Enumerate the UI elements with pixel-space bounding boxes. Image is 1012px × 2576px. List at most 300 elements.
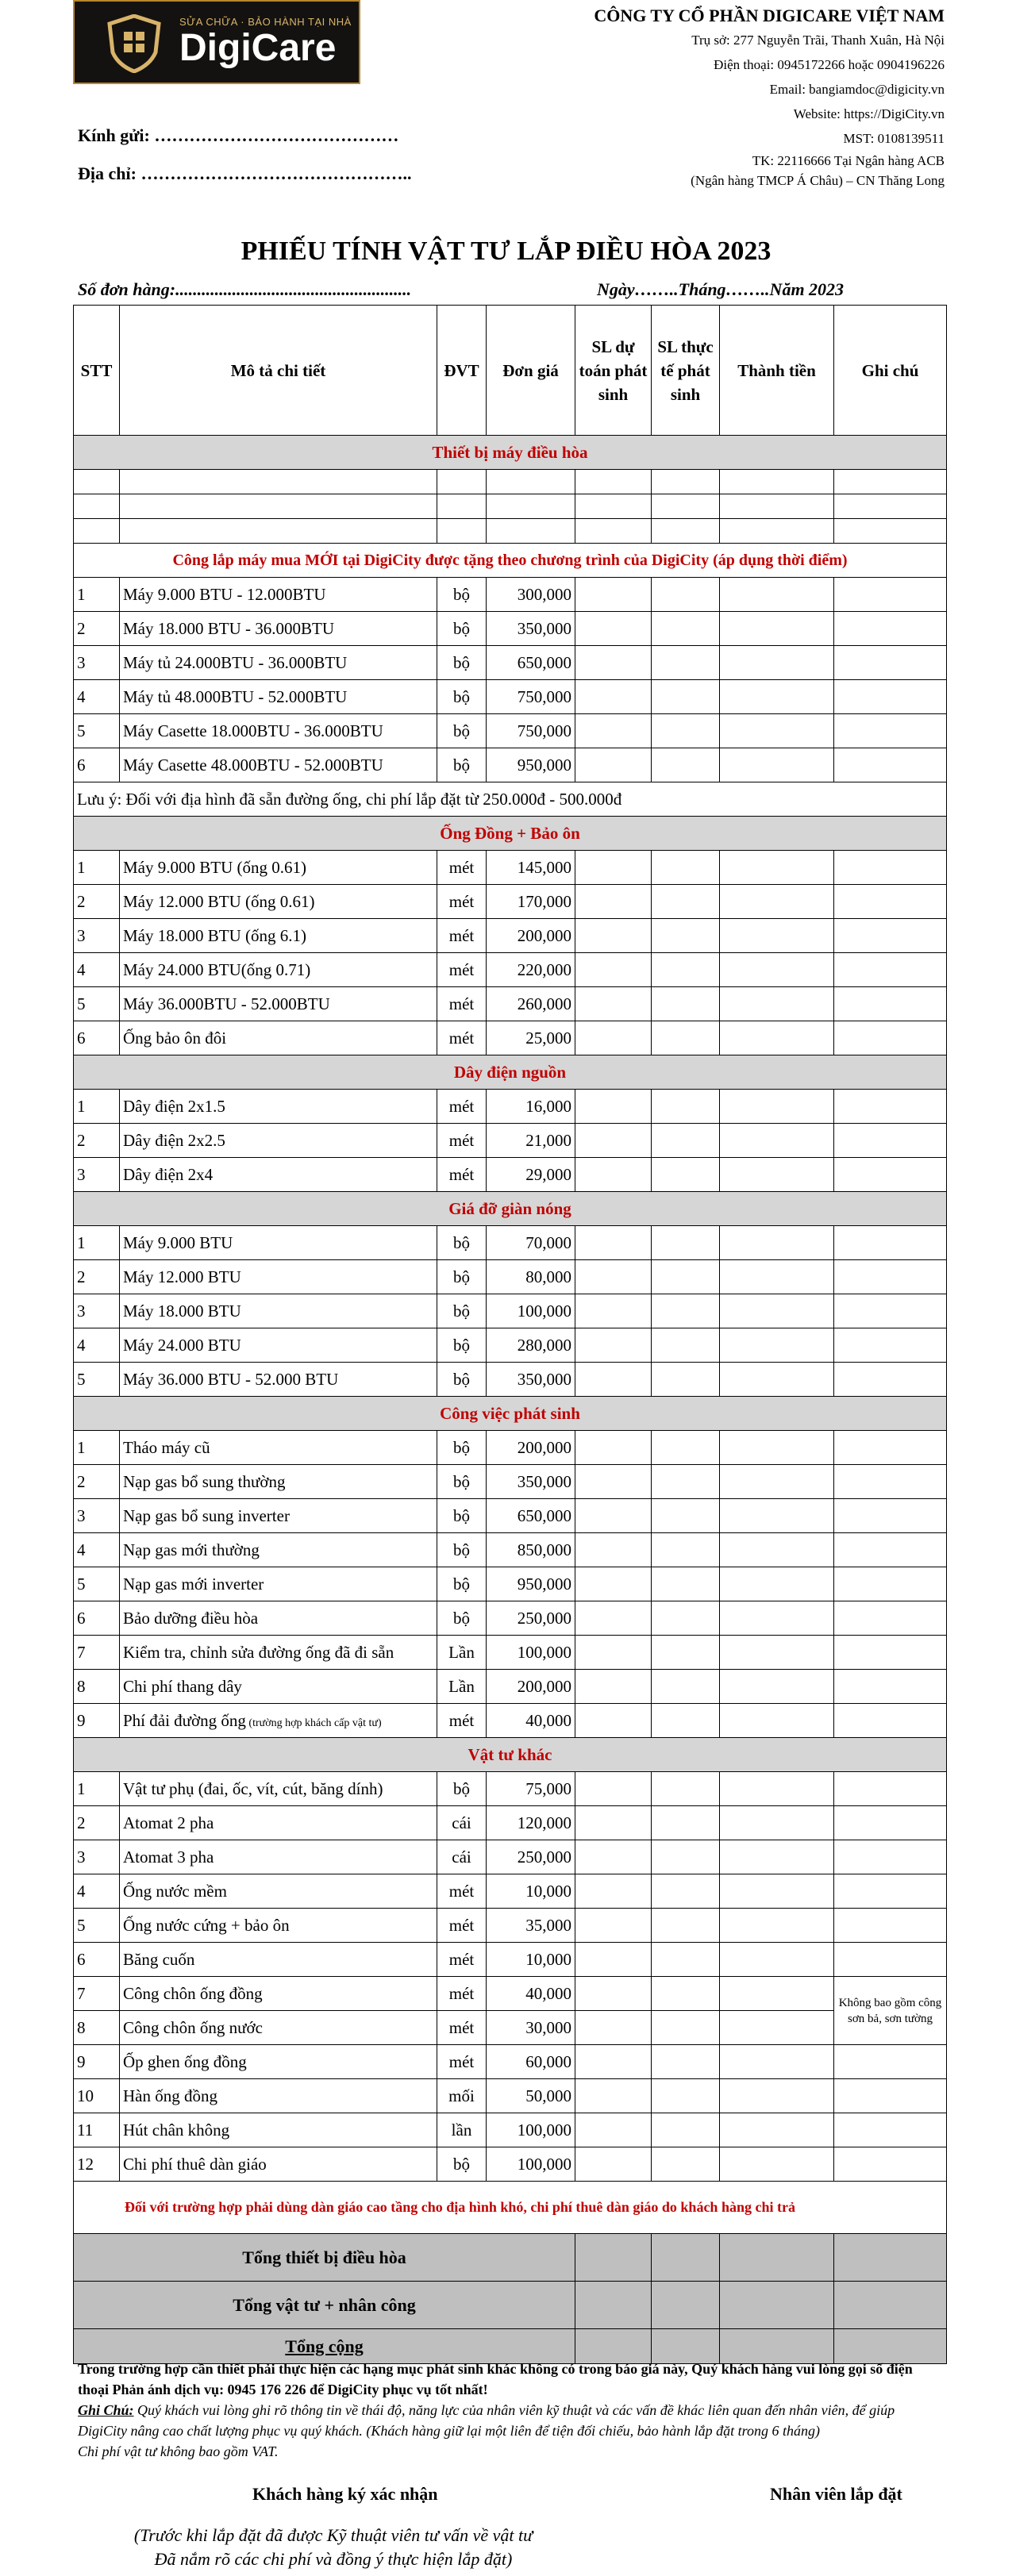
row-empty-cell	[834, 1806, 947, 1840]
row-empty-cell	[720, 1328, 834, 1363]
row-empty-cell	[834, 1943, 947, 1977]
row-empty-cell	[720, 2147, 834, 2182]
row-unit-price: 200,000	[487, 1670, 575, 1704]
header-unit: ĐVT	[437, 306, 487, 436]
row-description: Máy 18.000 BTU	[120, 1294, 437, 1328]
total-label: Tổng vật tư + nhân công	[74, 2282, 575, 2329]
row-empty-cell	[834, 1158, 947, 1192]
row-empty-cell	[575, 1601, 652, 1636]
company-email: Email: bangiamdoc@digicity.vn	[769, 82, 945, 97]
row-empty-cell	[575, 578, 652, 612]
row-stt: 2	[74, 1465, 120, 1499]
row-empty-cell	[720, 1977, 834, 2011]
row-empty-cell	[575, 1704, 652, 1738]
row-empty-cell	[652, 2147, 720, 2182]
total-empty-cell	[652, 2234, 720, 2282]
section-header	[74, 1738, 947, 1772]
row-stt: 1	[74, 1090, 120, 1124]
row-empty-cell	[834, 1294, 947, 1328]
row-stt: 3	[74, 919, 120, 953]
row-unit-price: 170,000	[487, 885, 575, 919]
row-unit: mét	[437, 919, 487, 953]
row-unit: mét	[437, 2011, 487, 2045]
row-empty-cell	[652, 1328, 720, 1363]
total-empty-cell	[720, 2282, 834, 2329]
row-empty-cell	[652, 1465, 720, 1499]
table-row	[74, 1874, 947, 1909]
row-empty-cell	[652, 1567, 720, 1601]
section-note: Lưu ý: Đối với địa hình đã sẵn đường ống, chi phí lắp đặt từ 250.000đ - 500.000đ	[74, 782, 947, 817]
row-unit: mét	[437, 885, 487, 919]
table-row	[74, 2011, 947, 2045]
blank-cell	[437, 519, 487, 544]
row-unit-price: 750,000	[487, 680, 575, 714]
row-stt: 1	[74, 851, 120, 885]
row-unit-price: 30,000	[487, 2011, 575, 2045]
row-stt: 2	[74, 1806, 120, 1840]
company-info	[594, 3, 945, 190]
date-field: Ngày……..Tháng……..Năm 2023	[597, 279, 845, 299]
row-empty-cell	[652, 1090, 720, 1124]
row-empty-cell	[834, 680, 947, 714]
row-description: Máy 24.000 BTU(ống 0.71)	[120, 953, 437, 987]
row-unit: Lần	[437, 1670, 487, 1704]
section-note-row	[74, 2182, 947, 2234]
row-unit: cái	[437, 1806, 487, 1840]
row-unit: bộ	[437, 2147, 487, 2182]
row-unit: mét	[437, 1704, 487, 1738]
row-description: Hàn ống đồng	[120, 2079, 437, 2113]
row-empty-cell	[834, 748, 947, 782]
table-row	[74, 578, 947, 612]
row-empty-cell	[575, 1909, 652, 1943]
header-actual-qty: SL thực tế phát sinh	[652, 306, 720, 436]
row-empty-cell	[834, 1670, 947, 1704]
row-empty-cell	[652, 1636, 720, 1670]
row-empty-cell	[720, 1909, 834, 1943]
blank-cell	[720, 519, 834, 544]
row-unit-price: 220,000	[487, 953, 575, 987]
footer-ghichu	[78, 2400, 943, 2441]
row-unit: bộ	[437, 1601, 487, 1636]
row-unit: mét	[437, 1977, 487, 2011]
row-description: Máy tủ 24.000BTU - 36.000BTU	[120, 646, 437, 680]
table-row	[74, 680, 947, 714]
row-empty-cell	[834, 2045, 947, 2079]
row-unit-price: 350,000	[487, 1465, 575, 1499]
row-empty-cell	[575, 1363, 652, 1397]
table-row	[74, 1806, 947, 1840]
section-title: Thiết bị máy điều hòa	[74, 436, 947, 470]
row-description: Ống nước cứng + bảo ôn	[120, 1909, 437, 1943]
row-empty-cell	[575, 1533, 652, 1567]
row-unit-price: 650,000	[487, 646, 575, 680]
row-empty-cell	[720, 987, 834, 1021]
row-empty-cell	[652, 2079, 720, 2113]
row-empty-cell	[720, 1226, 834, 1260]
row-empty-cell	[720, 1431, 834, 1465]
section-header	[74, 1055, 947, 1090]
section-title: Công việc phát sinh	[74, 1397, 947, 1431]
row-empty-cell	[720, 2113, 834, 2147]
section-header	[74, 436, 947, 470]
row-stt: 8	[74, 2011, 120, 2045]
header-description: Mô tả chi tiết	[120, 306, 437, 436]
row-empty-cell	[652, 1533, 720, 1567]
row-unit: bộ	[437, 1294, 487, 1328]
row-description: Tháo máy cũ	[120, 1431, 437, 1465]
row-unit-price: 50,000	[487, 2079, 575, 2113]
table-row	[74, 919, 947, 953]
blank-cell	[487, 470, 575, 494]
row-empty-cell	[720, 885, 834, 919]
row-description: Dây điện 2x2.5	[120, 1124, 437, 1158]
row-empty-cell	[652, 714, 720, 748]
section-header	[74, 817, 947, 851]
row-description: Máy 12.000 BTU (ống 0.61)	[120, 885, 437, 919]
row-stt: 3	[74, 1294, 120, 1328]
row-empty-cell	[720, 1465, 834, 1499]
row-description: Máy Casette 48.000BTU - 52.000BTU	[120, 748, 437, 782]
ghichu-label: Ghi Chú:	[78, 2402, 134, 2418]
row-stt: 5	[74, 987, 120, 1021]
total-label: Tổng cộng	[74, 2329, 575, 2364]
row-unit-price: 100,000	[487, 1636, 575, 1670]
blank-cell	[652, 519, 720, 544]
row-empty-cell	[575, 1260, 652, 1294]
blank-cell	[575, 494, 652, 519]
address-field: Địa chỉ: ………………………………………..	[78, 163, 412, 183]
row-empty-cell	[720, 1943, 834, 1977]
row-unit: bộ	[437, 1772, 487, 1806]
company-tax: MST: 0108139511	[843, 131, 945, 146]
row-stt: 7	[74, 1977, 120, 2011]
row-unit: bộ	[437, 578, 487, 612]
total-empty-cell	[575, 2282, 652, 2329]
logo-name: DigiCare	[179, 26, 337, 69]
blank-cell	[487, 519, 575, 544]
row-empty-cell	[575, 1874, 652, 1909]
row-unit-price: 100,000	[487, 2113, 575, 2147]
row-stt: 9	[74, 2045, 120, 2079]
row-empty-cell	[575, 851, 652, 885]
row-stt: 3	[74, 1158, 120, 1192]
table-row	[74, 1636, 947, 1670]
total-empty-cell	[834, 2234, 947, 2282]
row-description: Vật tư phụ (đai, ốc, vít, cút, băng dính)	[120, 1772, 437, 1806]
row-description: Kiểm tra, chỉnh sửa đường ống đã đi sẵn	[120, 1636, 437, 1670]
row-empty-cell	[720, 1636, 834, 1670]
recipient-field: Kính gửi: ……………………………………	[78, 125, 399, 145]
row-unit-price: 950,000	[487, 748, 575, 782]
total-empty-cell	[834, 2282, 947, 2329]
row-unit: bộ	[437, 646, 487, 680]
row-description: Chi phí thuê dàn giáo	[120, 2147, 437, 2182]
row-description: Dây điện 2x4	[120, 1158, 437, 1192]
row-stt: 5	[74, 714, 120, 748]
table-row	[74, 1124, 947, 1158]
row-unit-price: 25,000	[487, 1021, 575, 1055]
row-empty-cell	[652, 987, 720, 1021]
row-empty-cell	[834, 851, 947, 885]
row-empty-cell	[652, 1124, 720, 1158]
company-logo	[73, 0, 360, 84]
row-stt: 2	[74, 1260, 120, 1294]
row-unit-price: 10,000	[487, 1943, 575, 1977]
row-empty-cell	[652, 1772, 720, 1806]
row-empty-cell	[720, 1806, 834, 1840]
table-row	[74, 1260, 947, 1294]
row-unit: bộ	[437, 748, 487, 782]
table-row	[74, 2147, 947, 2182]
row-stt: 5	[74, 1567, 120, 1601]
row-unit-price: 60,000	[487, 2045, 575, 2079]
row-empty-cell	[652, 1806, 720, 1840]
blank-cell	[120, 494, 437, 519]
row-empty-cell	[652, 2045, 720, 2079]
row-empty-cell	[720, 1670, 834, 1704]
row-empty-cell	[575, 1294, 652, 1328]
row-stt: 1	[74, 1772, 120, 1806]
blank-cell	[720, 470, 834, 494]
row-stt: 9	[74, 1704, 120, 1738]
blank-row	[74, 470, 947, 494]
row-stt: 4	[74, 1874, 120, 1909]
row-description: Ống bảo ôn đôi	[120, 1021, 437, 1055]
row-unit-price: 35,000	[487, 1909, 575, 1943]
table-row	[74, 2079, 947, 2113]
row-stt: 11	[74, 2113, 120, 2147]
blank-row	[74, 519, 947, 544]
row-stt: 3	[74, 646, 120, 680]
blank-cell	[834, 494, 947, 519]
row-empty-cell	[575, 1124, 652, 1158]
row-empty-cell	[720, 1124, 834, 1158]
blank-cell	[437, 494, 487, 519]
row-description: Máy 36.000BTU - 52.000BTU	[120, 987, 437, 1021]
row-empty-cell	[575, 919, 652, 953]
row-unit-price: 850,000	[487, 1533, 575, 1567]
section-title: Ống Đồng + Bảo ôn	[74, 817, 947, 851]
row-stt: 4	[74, 680, 120, 714]
row-empty-cell	[720, 646, 834, 680]
row-empty-cell	[834, 1840, 947, 1874]
table-row	[74, 1499, 947, 1533]
blank-cell	[575, 470, 652, 494]
row-unit-price: 200,000	[487, 919, 575, 953]
blank-cell	[437, 470, 487, 494]
row-empty-cell	[575, 1328, 652, 1363]
row-unit-price: 75,000	[487, 1772, 575, 1806]
row-description: Dây điện 2x1.5	[120, 1090, 437, 1124]
row-empty-cell	[575, 1465, 652, 1499]
row-description: Ống nước mềm	[120, 1874, 437, 1909]
row-empty-cell	[720, 2079, 834, 2113]
section-note: Đối với trường hợp phải dùng dàn giáo cao tầng cho địa hình khó, chi phí thuê dàn giáo do khách hàng chi trả	[74, 2182, 947, 2234]
row-empty-cell	[834, 714, 947, 748]
company-address: Trụ sở: 277 Nguyễn Trãi, Thanh Xuân, Hà Nội	[691, 33, 945, 48]
row-empty-cell	[720, 1874, 834, 1909]
table-row	[74, 612, 947, 646]
row-empty-cell	[575, 2113, 652, 2147]
blank-cell	[652, 470, 720, 494]
header-stt: STT	[74, 306, 120, 436]
table-row	[74, 885, 947, 919]
table-row	[74, 1328, 947, 1363]
row-unit: bộ	[437, 1363, 487, 1397]
row-description: Atomat 3 pha	[120, 1840, 437, 1874]
row-empty-cell	[834, 1465, 947, 1499]
row-empty-cell	[720, 1601, 834, 1636]
row-empty-cell	[652, 1909, 720, 1943]
row-empty-cell	[720, 919, 834, 953]
row-stt: 12	[74, 2147, 120, 2182]
row-empty-cell	[575, 2045, 652, 2079]
table-row	[74, 1840, 947, 1874]
row-empty-cell	[575, 1158, 652, 1192]
row-empty-cell	[834, 578, 947, 612]
row-empty-cell	[720, 1704, 834, 1738]
row-unit: lần	[437, 2113, 487, 2147]
row-empty-cell	[834, 1567, 947, 1601]
row-description: Nạp gas bổ sung thường	[120, 1465, 437, 1499]
customer-signature-label: Khách hàng ký xác nhận	[252, 2484, 438, 2504]
row-empty-cell	[720, 1260, 834, 1294]
row-stt: 2	[74, 1124, 120, 1158]
row-empty-cell	[720, 1363, 834, 1397]
company-bank2: (Ngân hàng TMCP Á Châu) – CN Thăng Long	[691, 173, 945, 188]
row-unit-price: 70,000	[487, 1226, 575, 1260]
row-unit-price: 29,000	[487, 1158, 575, 1192]
row-stt: 3	[74, 1840, 120, 1874]
row-small-note: (trường hợp khách cấp vật tư)	[245, 1717, 382, 1729]
row-unit-price: 200,000	[487, 1431, 575, 1465]
blank-cell	[834, 519, 947, 544]
row-unit-price: 80,000	[487, 1260, 575, 1294]
staff-signature-label: Nhân viên lắp đặt	[770, 2484, 902, 2504]
row-stt: 2	[74, 612, 120, 646]
row-unit-price: 260,000	[487, 987, 575, 1021]
row-empty-cell	[720, 851, 834, 885]
row-empty-cell	[575, 1772, 652, 1806]
row-empty-cell	[720, 1158, 834, 1192]
table-row	[74, 1533, 947, 1567]
row-empty-cell	[652, 2011, 720, 2045]
signature-note-line1: (Trước khi lắp đặt đã được Kỹ thuật viên tư vấn về vật tư	[133, 2525, 533, 2545]
signature-note	[111, 2524, 556, 2571]
table-header	[74, 306, 947, 436]
blank-cell	[652, 494, 720, 519]
table-row	[74, 1977, 947, 2011]
row-empty-cell	[575, 2079, 652, 2113]
row-description: Máy 9.000 BTU	[120, 1226, 437, 1260]
row-empty-cell	[720, 1567, 834, 1601]
signature-note-line2: Đã nắm rõ các chi phí và đồng ý thực hiện lắp đặt)	[154, 2549, 513, 2569]
row-empty-cell	[575, 646, 652, 680]
company-bank1: TK: 22116666 Tại Ngân hàng ACB	[752, 153, 945, 168]
row-description: Máy Casette 18.000BTU - 36.000BTU	[120, 714, 437, 748]
table-row	[74, 1567, 947, 1601]
row-empty-cell	[575, 1021, 652, 1055]
row-empty-cell	[652, 1670, 720, 1704]
blank-cell	[720, 494, 834, 519]
row-empty-cell	[834, 1636, 947, 1670]
row-unit: bộ	[437, 1260, 487, 1294]
row-empty-cell	[720, 1772, 834, 1806]
row-empty-cell	[720, 612, 834, 646]
total-empty-cell	[720, 2234, 834, 2282]
blank-cell	[120, 519, 437, 544]
row-empty-cell	[720, 2011, 834, 2045]
row-stt: 4	[74, 1328, 120, 1363]
row-empty-cell	[575, 987, 652, 1021]
row-empty-cell	[652, 1363, 720, 1397]
company-website: Website: https://DigiCity.vn	[793, 106, 945, 121]
section-title: Giá đỡ giàn nóng	[74, 1192, 947, 1226]
table-row	[74, 2113, 947, 2147]
row-empty-cell	[575, 1977, 652, 2011]
row-empty-cell	[652, 1704, 720, 1738]
row-empty-cell	[575, 1431, 652, 1465]
row-unit: bộ	[437, 1533, 487, 1567]
row-empty-cell	[834, 1772, 947, 1806]
row-description: Máy tủ 48.000BTU - 52.000BTU	[120, 680, 437, 714]
row-empty-cell	[652, 1021, 720, 1055]
table-body	[74, 436, 947, 2364]
row-unit-price: 350,000	[487, 612, 575, 646]
row-unit-price: 250,000	[487, 1840, 575, 1874]
row-unit: Lần	[437, 1636, 487, 1670]
row-unit: mét	[437, 1021, 487, 1055]
table-row	[74, 1294, 947, 1328]
row-unit-price: 280,000	[487, 1328, 575, 1363]
row-empty-cell	[834, 1226, 947, 1260]
row-empty-cell	[834, 1021, 947, 1055]
row-unit-price: 950,000	[487, 1567, 575, 1601]
row-empty-cell	[575, 680, 652, 714]
row-empty-cell	[720, 2045, 834, 2079]
row-empty-cell	[652, 1601, 720, 1636]
row-empty-cell	[652, 578, 720, 612]
table-row	[74, 1601, 947, 1636]
row-empty-cell	[720, 714, 834, 748]
footer-bold-note: Trong trường hợp cần thiết phải thực hiện các hạng mục phát sinh khác không có trong báo giá này, Quý khách hàng vui lòng gọi số điện thoại Phản ánh dịch vụ: 0945 176 226 để DigiCity phục vụ tốt nhất!	[78, 2361, 913, 2397]
table-row	[74, 1226, 947, 1260]
table-row	[74, 1670, 947, 1704]
table-row	[74, 2045, 947, 2079]
row-empty-cell	[720, 578, 834, 612]
row-stt: 6	[74, 1943, 120, 1977]
row-unit-price: 650,000	[487, 1499, 575, 1533]
row-description: Máy 18.000 BTU - 36.000BTU	[120, 612, 437, 646]
total-empty-cell	[652, 2282, 720, 2329]
section-note-row	[74, 782, 947, 817]
table-row	[74, 1909, 947, 1943]
row-stt: 4	[74, 953, 120, 987]
row-empty-cell	[575, 1226, 652, 1260]
blank-cell	[74, 470, 120, 494]
row-empty-cell	[652, 1943, 720, 1977]
table-row	[74, 714, 947, 748]
row-unit: bộ	[437, 1431, 487, 1465]
header-unit-price: Đơn giá	[487, 306, 575, 436]
row-unit: mét	[437, 953, 487, 987]
row-empty-cell	[834, 987, 947, 1021]
section-header	[74, 1192, 947, 1226]
row-unit: mét	[437, 1158, 487, 1192]
company-name: CÔNG TY CỔ PHẦN DIGICARE VIỆT NAM	[594, 6, 945, 25]
row-unit: mét	[437, 1124, 487, 1158]
